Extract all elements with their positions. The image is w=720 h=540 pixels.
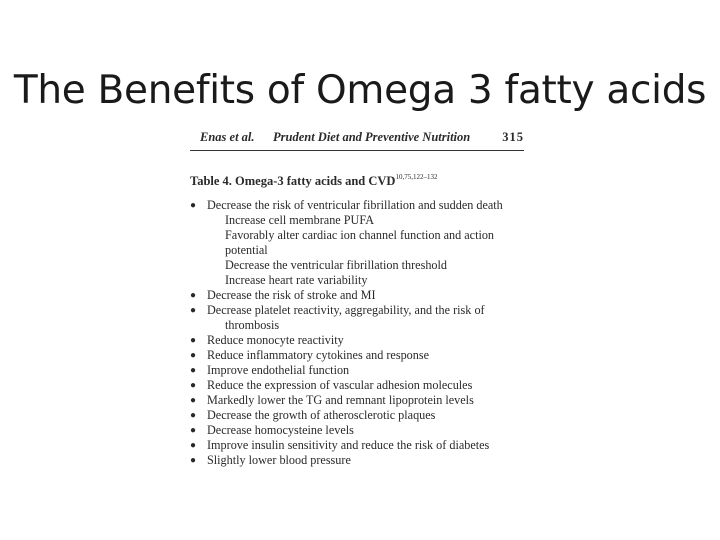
list-item (190, 348, 526, 363)
list-item (190, 333, 526, 348)
bullet-icon: ● (190, 455, 197, 466)
list-item-text: Reduce monocyte reactivity (207, 333, 344, 347)
sub-list-item (190, 258, 526, 273)
sub-list-item (190, 243, 526, 258)
journal-table-excerpt (190, 128, 526, 473)
bullet-icon: ● (190, 335, 197, 346)
list-item-text: Decrease homocysteine levels (207, 423, 354, 437)
list-item-text: Increase cell membrane PUFA (225, 213, 375, 227)
list-item-text: Markedly lower the TG and remnant lipoprotein levels (207, 393, 474, 407)
list-item-text: Decrease the risk of stroke and MI (207, 288, 376, 302)
list-item-text: potential (225, 243, 268, 257)
slide-title: The Benefits of Omega 3 fatty acids (13, 68, 707, 114)
bullet-icon: ● (190, 410, 197, 421)
list-item-text: Reduce inflammatory cytokines and response (207, 348, 430, 362)
bullet-icon: ● (190, 305, 197, 316)
benefit-list (190, 198, 526, 468)
list-item-text: Reduce the expression of vascular adhesion molecules (207, 378, 473, 392)
sub-list-item (190, 228, 526, 243)
sub-list-item (190, 273, 526, 288)
list-item-continuation (190, 318, 526, 333)
list-item-text: Decrease the growth of atherosclerotic plaques (207, 408, 436, 422)
bullet-icon: ● (190, 350, 197, 361)
list-item (190, 378, 526, 393)
list-item (190, 303, 526, 318)
list-item (190, 288, 526, 303)
bullet-icon: ● (190, 365, 197, 376)
list-item-text: Increase heart rate variability (225, 273, 368, 287)
table-caption-label: Table 4. Omega-3 fatty acids and CVD (190, 174, 396, 188)
sub-list-item (190, 213, 526, 228)
list-item-text: Improve endothelial function (207, 363, 350, 377)
list-item-text: Decrease the ventricular fibrillation threshold (225, 258, 447, 272)
list-item-text: Decrease platelet reactivity, aggregability, and the risk of (207, 303, 485, 317)
list-item (190, 198, 526, 213)
list-item (190, 438, 526, 453)
table-caption (190, 173, 437, 189)
list-item-text: Slightly lower blood pressure (207, 453, 351, 467)
bullet-icon: ● (190, 290, 197, 301)
running-head-journal: Prudent Diet and Preventive Nutrition (273, 130, 471, 144)
bullet-icon: ● (190, 425, 197, 436)
bullet-icon: ● (190, 440, 197, 451)
list-item (190, 393, 526, 408)
running-head (190, 130, 524, 151)
bullet-icon: ● (190, 395, 197, 406)
list-item (190, 453, 526, 468)
list-item-text: thrombosis (225, 318, 280, 332)
bullet-icon: ● (190, 380, 197, 391)
list-item-text: Decrease the risk of ventricular fibrillation and sudden death (207, 198, 503, 212)
list-item (190, 363, 526, 378)
running-head-authors: Enas et al. (200, 130, 255, 144)
list-item (190, 408, 526, 423)
running-head-page-number: 315 (502, 130, 524, 144)
list-item-text: Favorably alter cardiac ion channel function and action (225, 228, 495, 242)
bullet-icon: ● (190, 200, 197, 211)
list-item (190, 423, 526, 438)
list-item-text: Improve insulin sensitivity and reduce the risk of diabetes (207, 438, 490, 452)
table-caption-refs: 10,75,122–132 (395, 173, 438, 181)
